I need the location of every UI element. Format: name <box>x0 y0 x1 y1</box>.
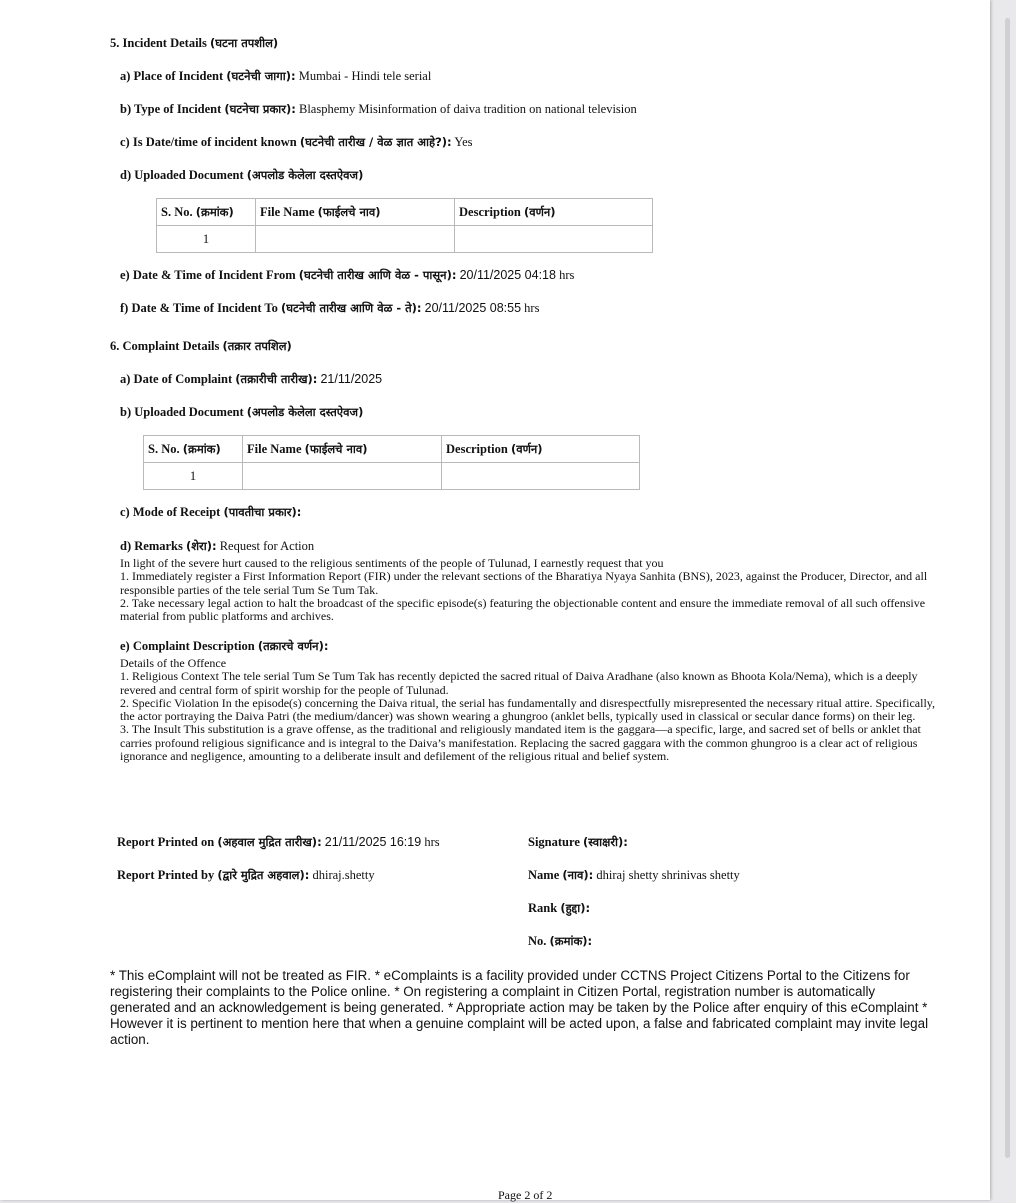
column-header-description: Description (वर्णन) <box>455 199 653 226</box>
disclaimer-note: * This eComplaint will not be treated as FIR. * eComplaints is a facility provided under CCTNS Project Citizens Portal to the Citizens for registering their complaints to the Police online. * On registering a complaint in Citizen Portal, registration number is automatically generated and an acknowledgement is being generated. * Appropriate action may be taken by the Police after enquiry of this eComplaint * However it is pertinent to mention here that when a genuine complaint will be acted upon, a false and fabricated complaint may invite legal action. <box>110 968 929 1047</box>
description-paragraph: Details of the Offence <box>120 656 227 670</box>
incident-to-unit: hrs <box>524 301 540 315</box>
complaint-description-text <box>120 657 935 763</box>
date-known-label: c) Is Date/time of incident known <box>120 135 297 149</box>
mode-of-receipt-label: c) Mode of Receipt <box>120 505 221 519</box>
column-header-description: Description (वर्णन) <box>442 436 640 463</box>
column-header-sno: S. No. (क्रमांक) <box>144 436 243 463</box>
complaint-description-label-dev: (तक्रारचे वर्णन): <box>257 639 329 653</box>
incident-to-label: f) Date & Time of Incident To <box>120 301 278 315</box>
type-of-incident-value: Blasphemy Misinformation of daiva tradition on national television <box>298 102 637 116</box>
page-number: Page 2 of 2 <box>498 1188 553 1202</box>
number-row <box>528 934 592 949</box>
signature-label: Signature <box>528 835 580 849</box>
incident-document-table <box>156 198 653 253</box>
report-printed-by-label-dev: (द्वारे मुद्रित अहवाल): <box>217 868 310 882</box>
name-row <box>528 868 740 883</box>
complaint-uploaded-document-row <box>120 405 363 420</box>
incident-from-row <box>120 268 574 283</box>
complaint-description-row <box>120 639 328 654</box>
complaint-description-label: e) Complaint Description <box>120 639 255 653</box>
signature-label-dev: (स्वाक्षरी): <box>583 835 628 849</box>
table-header-row <box>157 199 653 226</box>
name-label: Name <box>528 868 560 882</box>
column-header-file-name: File Name (फाईलचे नाव) <box>256 199 455 226</box>
table-cell-file-name <box>243 463 442 490</box>
type-of-incident-label: b) Type of Incident <box>120 102 222 116</box>
remarks-text <box>120 557 935 623</box>
section-5-heading <box>110 36 278 51</box>
place-of-incident-value: Mumbai - Hindi tele serial <box>298 69 432 83</box>
date-known-label-dev: (घटनेची तारीख / वेळ ज्ञात आहे?): <box>299 135 452 149</box>
complaint-document-table <box>143 435 640 490</box>
place-of-incident-label: a) Place of Incident <box>120 69 224 83</box>
report-printed-by-value: dhiraj.shetty <box>312 868 375 882</box>
mode-of-receipt-row <box>120 505 301 520</box>
description-paragraph: 3. The Insult This substitution is a grave offense, as the traditional and religiously mandated item is the gaggara—a specific, large, and sacred set of bells or anklet that carries profound religious significance and is integral to the Daiva’s manifestation. Replacing the sacred gaggara with the common ghungroo is a clear act of religious ignorance and negligence, amounting to a deliberate insult and defilement of the religious ritual and belief system. <box>120 722 921 764</box>
date-of-complaint-label-dev: (तक्रारीची तारीख): <box>235 372 318 386</box>
report-printed-on-label: Report Printed on <box>117 835 215 849</box>
table-cell-sno: 1 <box>144 463 243 490</box>
vertical-scrollbar[interactable] <box>1005 18 1010 1158</box>
column-header-file-name: File Name (फाईलचे नाव) <box>243 436 442 463</box>
remarks-paragraph: 1. Immediately register a First Information Report (FIR) under the relevant sections of the Bharatiya Nyaya Sanhita (BNS), 2023, against the Producer, Director, and all responsible parties of the tele serial Tum Se Tum Tak. <box>120 569 928 597</box>
report-printed-on-unit: hrs <box>424 835 440 849</box>
remarks-paragraph: In light of the severe hurt caused to the religious sentiments of the people of Tulunad, I earnestly request that you <box>120 556 664 570</box>
incident-to-label-dev: (घटनेची तारीख आणि वेळ - ते): <box>281 301 422 315</box>
table-row <box>144 463 640 490</box>
table-cell-description <box>455 226 653 253</box>
date-of-complaint-label: a) Date of Complaint <box>120 372 233 386</box>
report-printed-by-row <box>117 868 375 883</box>
complaint-uploaded-document-label-dev: (अपलोड केलेला दस्तऐवज) <box>246 405 364 419</box>
incident-from-unit: hrs <box>559 268 575 282</box>
remarks-value: Request for Action <box>219 539 315 553</box>
remarks-row <box>120 539 314 554</box>
section-6-title: 6. Complaint Details <box>110 339 220 353</box>
report-printed-on-label-dev: (अहवाल मुद्रित तारीख): <box>217 835 322 849</box>
date-known-row <box>120 135 473 150</box>
name-label-dev: (नाव): <box>562 868 594 882</box>
date-known-value: Yes <box>454 135 473 149</box>
remarks-label: d) Remarks <box>120 539 183 553</box>
column-header-sno: S. No. (क्रमांक) <box>157 199 256 226</box>
name-value: dhiraj shetty shrinivas shetty <box>596 868 740 882</box>
description-paragraph: 1. Religious Context The tele serial Tum Se Tum Tak has recently depicted the sacred ritual of Daiva Aradhane (also known as Bhoota Kola/Nema), which is a deeply revered and central form of spirit worship for the people of Tulunad. <box>120 669 918 697</box>
section-5-title-dev: (घटना तपशील) <box>210 36 279 50</box>
number-label: No. <box>528 934 547 948</box>
table-row <box>157 226 653 253</box>
report-printed-by-label: Report Printed by <box>117 868 215 882</box>
place-of-incident-row <box>120 69 431 84</box>
date-of-complaint-row <box>120 372 382 387</box>
type-of-incident-row <box>120 102 637 117</box>
signature-row <box>528 835 628 850</box>
table-cell-sno: 1 <box>157 226 256 253</box>
remarks-paragraph: 2. Take necessary legal action to halt the broadcast of the specific episode(s) featuring the objectionable content and ensure the immediate removal of all such offensive material from public platforms and archives. <box>120 595 926 624</box>
place-of-incident-label-dev: (घटनेची जागा): <box>226 69 296 83</box>
incident-from-label-dev: (घटनेची तारीख आणि वेळ - पासून): <box>298 268 457 282</box>
remarks-label-dev: (शेरा): <box>185 539 217 553</box>
table-header-row <box>144 436 640 463</box>
complaint-uploaded-document-label: b) Uploaded Document <box>120 405 244 419</box>
date-of-complaint-value: 21/11/2025 <box>320 372 383 386</box>
incident-uploaded-document-label-dev: (अपलोड केलेला दस्तऐवज) <box>246 168 364 182</box>
table-cell-file-name <box>256 226 455 253</box>
description-paragraph: 2. Specific Violation In the episode(s) concerning the Daiva ritual, the serial has fundamentally and disrespectfully misrepresented the necessary ritual attire. Specifically, the actor portraying the Daiva Patri (the medium/dancer) was shown wearing a ghungroo (anklet bells, typically used in classical or secular dance forms) on their leg. <box>120 695 935 724</box>
report-printed-on-row <box>117 835 440 850</box>
incident-from-label: e) Date & Time of Incident From <box>120 268 296 282</box>
section-6-heading <box>110 339 292 354</box>
incident-uploaded-document-label: d) Uploaded Document <box>120 168 244 182</box>
type-of-incident-label-dev: (घटनेचा प्रकार): <box>224 102 296 116</box>
rank-label: Rank <box>528 901 558 915</box>
mode-of-receipt-label-dev: (पावतीचा प्रकार): <box>223 505 302 519</box>
number-label-dev: (क्रमांक): <box>549 934 593 948</box>
table-cell-description <box>442 463 640 490</box>
incident-to-value: 20/11/2025 08:55 <box>424 301 522 315</box>
rank-label-dev: (हुद्दा): <box>560 901 591 915</box>
incident-to-row <box>120 301 539 316</box>
rank-row <box>528 901 590 916</box>
incident-from-value: 20/11/2025 04:18 <box>459 268 556 282</box>
section-5-title: 5. Incident Details <box>110 36 207 50</box>
incident-uploaded-document-row <box>120 168 363 183</box>
section-6-title-dev: (तक्रार तपशिल) <box>222 339 292 353</box>
report-printed-on-value: 21/11/2025 16:19 <box>324 835 422 849</box>
